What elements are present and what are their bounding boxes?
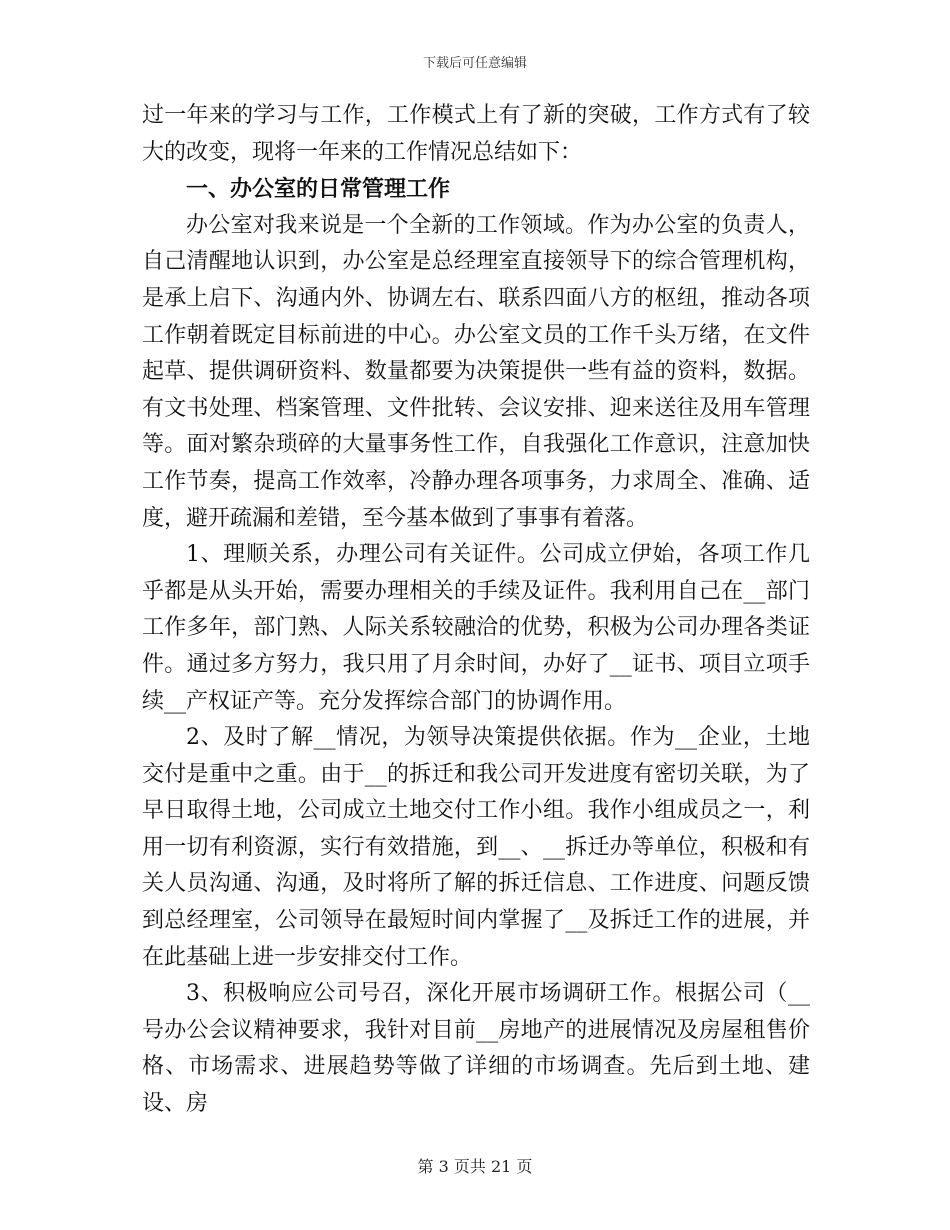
intro-paragraph: 过一年来的学习与工作，工作模式上有了新的突破，工作方式有了较大的改变，现将一年来的工作情况总结如下： (142, 103, 810, 165)
page-number-footer: 第 3 页共 21 页 (417, 1157, 533, 1176)
body-paragraph-4: 3、积极响应公司号召，深化开展市场调研工作。根据公司（__号办公会议精神要求，我针对目前__房地产的进展情况及房屋租售价格、市场需求、进展趋势等做了详细的市场调查。先后到土地、建设、房 (142, 981, 810, 1117)
document-body (142, 98, 810, 1123)
body-paragraph-3: 2、及时了解__情况，为领导决策提供依据。作为__企业，土地交付是重中之重。由于__的拆迁和我公司开发进度有密切关联，为了早日取得土地，公司成立土地交付工作小组。我作小组成员之一，利用一切有利资源，实行有效措施，到__、__拆迁办等单位，积极和有关人员沟通、沟通，及时将所了解的拆迁信息、工作进度、问题反馈到总经理室，公司领导在最短时间内掌握了__及拆迁工作的进展，并在此基础上进一步安排交付工作。 (142, 725, 810, 970)
body-paragraph-2: 1、理顺关系，办理公司有关证件。公司成立伊始，各项工作几乎都是从头开始，需要办理相关的手续及证件。我利用自己在__部门工作多年，部门熟、人际关系较融洽的优势，积极为公司办理各类证件。通过多方努力，我只用了月余时间，办好了__证书、项目立项手续__产权证产等。充分发挥综合部门的协调作用。 (142, 542, 810, 714)
body-paragraph-1: 办公室对我来说是一个全新的工作领域。作为办公室的负责人，自己清醒地认识到，办公室是总经理室直接领导下的综合管理机构，是承上启下、沟通内外、协调左右、联系四面八方的枢纽，推动各项工作朝着既定目标前进的中心。办公室文员的工作千头万绪，在文件起草、提供调研资料、数量都要为决策提供一些有益的资料，数据。有文书处理、档案管理、文件批转、会议安排、迎来送往及用车管理等。面对繁杂琐碎的大量事务性工作，自我强化工作意识，注意加快工作节奏，提高工作效率，冷静办理各项事务，力求周全、准确、适度，避开疏漏和差错，至今基本做到了事事有着落。 (142, 212, 810, 531)
page-header-note: 下载后可任意编辑 (422, 56, 527, 71)
section-heading: 一、办公室的日常管理工作 (186, 176, 451, 203)
